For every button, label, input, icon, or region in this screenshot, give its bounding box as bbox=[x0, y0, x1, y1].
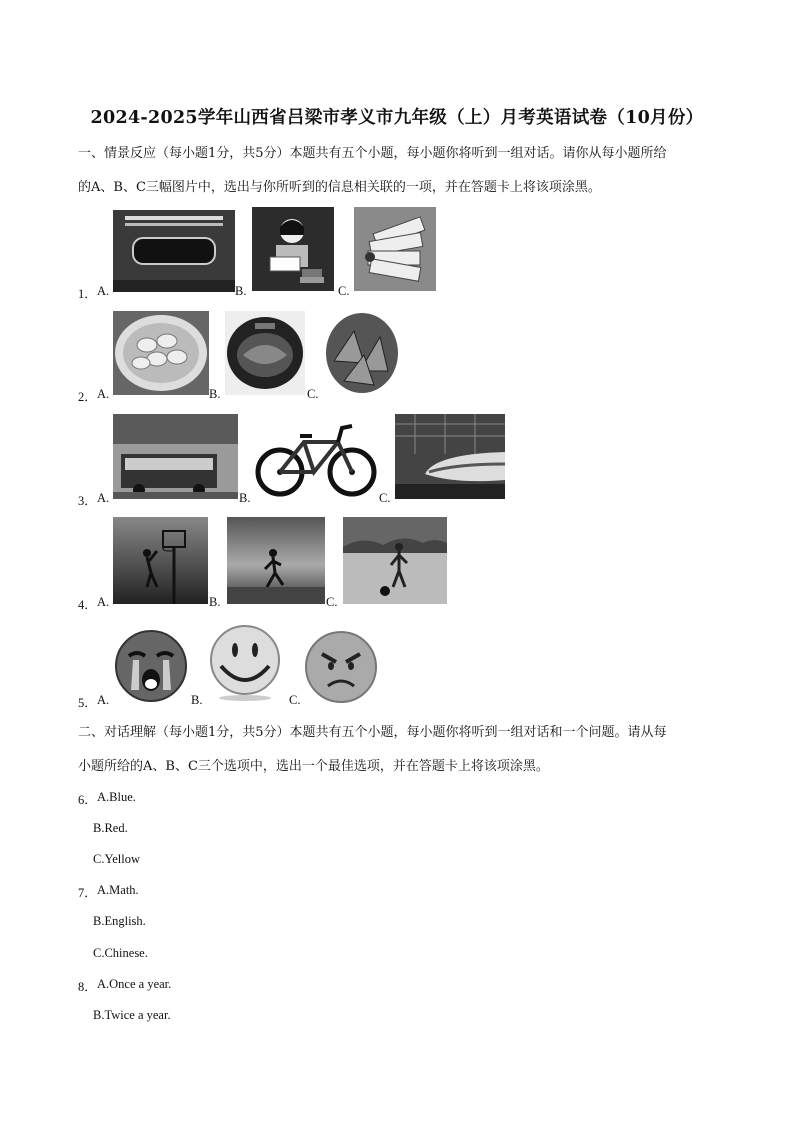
option-b-label: B. bbox=[235, 284, 247, 298]
train-icon[interactable] bbox=[395, 414, 505, 499]
option-b[interactable]: B.English. bbox=[93, 914, 146, 928]
question-number: 2． bbox=[78, 390, 97, 404]
option-c[interactable]: C.Chinese. bbox=[93, 946, 148, 960]
option-b-label: B. bbox=[191, 693, 203, 707]
option-a[interactable]: A.Once a year. bbox=[97, 977, 172, 991]
option-b[interactable]: B.Red. bbox=[93, 821, 128, 835]
bicycle-icon[interactable] bbox=[254, 418, 378, 500]
option-b-label: B. bbox=[209, 387, 221, 401]
fish-dish-icon[interactable] bbox=[225, 311, 305, 395]
soccer-icon[interactable] bbox=[343, 517, 447, 604]
option-a[interactable]: A.Math. bbox=[97, 883, 139, 897]
reading-girl-icon[interactable] bbox=[252, 207, 334, 291]
option-c[interactable]: C.Yellow bbox=[93, 852, 141, 866]
smiling-face-icon[interactable] bbox=[207, 622, 283, 702]
option-b-label: B. bbox=[239, 491, 251, 505]
option-c-label: C. bbox=[338, 284, 350, 298]
question-number: 6． bbox=[78, 793, 97, 807]
option-c-label: C. bbox=[379, 491, 391, 505]
section-2-line-1: 二、对话理解（每小题1分，共5分）本题共有五个小题，每小题你将听到一组对话和一个问题。请从每 bbox=[78, 725, 667, 740]
section-1-instructions bbox=[78, 137, 728, 205]
option-a-label: A. bbox=[97, 284, 110, 298]
question-number: 5． bbox=[78, 696, 97, 710]
question-number: 7． bbox=[78, 886, 97, 900]
option-a-label: A. bbox=[97, 387, 110, 401]
running-icon[interactable] bbox=[227, 517, 325, 604]
question-number: 8． bbox=[78, 980, 97, 994]
option-a-label: A. bbox=[97, 693, 110, 707]
option-c-label: C. bbox=[307, 387, 319, 401]
option-b[interactable]: B.Twice a year. bbox=[93, 1008, 171, 1022]
option-a-label: A. bbox=[97, 595, 110, 609]
question-number: 1． bbox=[78, 287, 97, 301]
dumplings-icon[interactable] bbox=[113, 311, 209, 395]
angry-face-icon[interactable] bbox=[304, 630, 378, 704]
crying-face-icon[interactable] bbox=[113, 628, 189, 704]
option-c-label: C. bbox=[326, 595, 338, 609]
option-a-label: A. bbox=[97, 491, 110, 505]
question-number: 3． bbox=[78, 494, 97, 508]
basketball-icon[interactable] bbox=[113, 517, 208, 604]
cards-icon[interactable] bbox=[354, 207, 436, 291]
option-c-label: C. bbox=[289, 693, 301, 707]
cassette-icon[interactable] bbox=[113, 210, 235, 292]
option-b-label: B. bbox=[209, 595, 221, 609]
section-2-line-2: 小题所给的A、B、C三个选项中，选出一个最佳选项，并在答题卡上将该项涂黑。 bbox=[78, 759, 549, 774]
page-title: 2024-2025学年山西省吕梁市孝义市九年级（上）月考英语试卷（10月份） bbox=[90, 108, 704, 128]
section-2-instructions bbox=[78, 716, 728, 784]
zongzi-icon[interactable] bbox=[324, 311, 400, 395]
bus-icon[interactable] bbox=[113, 414, 238, 499]
section-1-line-2: 的A、B、C三幅图片中，选出与你所听到的信息相关联的一项，并在答题卡上将该项涂黑。 bbox=[78, 180, 601, 195]
section-1-line-1: 一、情景反应（每小题1分，共5分）本题共有五个小题，每小题你将听到一组对话。请你从每小题所给 bbox=[78, 146, 667, 161]
question-number: 4． bbox=[78, 598, 97, 612]
option-a[interactable]: A.Blue. bbox=[97, 790, 136, 804]
